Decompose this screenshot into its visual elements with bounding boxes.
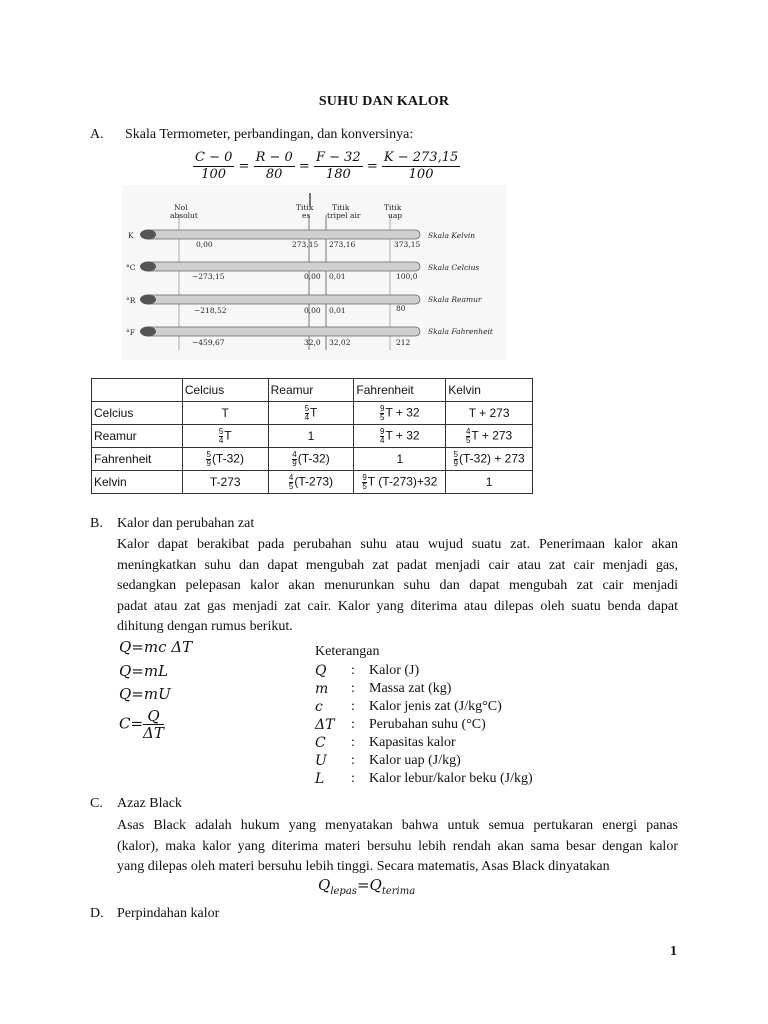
svg-text:32,0: 32,0 [304, 338, 321, 347]
thermometer-scales-figure [122, 185, 507, 360]
section-a-title: Skala Termometer, perbandingan, dan konversinya: [125, 127, 414, 142]
table-cell: T-273 [182, 471, 268, 494]
section-a-letter: A. [90, 127, 104, 142]
svg-text:273,16: 273,16 [329, 240, 356, 249]
svg-text:Skala Reamur: Skala Reamur [428, 295, 482, 304]
svg-text:°F: °F [126, 328, 135, 337]
svg-text:0,00: 0,00 [304, 272, 321, 281]
row-label: Kelvin [92, 471, 183, 494]
formula-q-mu: Q=mU [119, 685, 171, 703]
table-header-cell: Fahrenheit [354, 379, 446, 402]
svg-text:373,15: 373,15 [394, 240, 421, 249]
svg-text:0,00: 0,00 [304, 306, 321, 315]
table-cell: $\frac{5}{9}$ (T-32) + 273 [446, 448, 533, 471]
ratio-reamur: $\frac{R - 0}{80}$ [255, 150, 293, 182]
section-c-title: Azaz Black [117, 796, 182, 811]
section-b-title: Kalor dan perubahan zat [117, 516, 255, 531]
label-es: es [302, 211, 311, 220]
conversion-table [91, 378, 533, 494]
table-cell: $\frac{4}{5}$ T + 273 [446, 425, 533, 448]
svg-text:100,0: 100,0 [396, 272, 418, 281]
label-nol: Nol [174, 203, 188, 212]
label-titik-uap: Titik [384, 203, 402, 212]
scale-ratio-equation: $\frac{C - 0}{100}$ = $\frac{R - 0}{80}$ = $\frac{F - 32}{180}$ = $\frac{K - 273,15}{100}$ [195, 150, 459, 182]
svg-text:212: 212 [396, 338, 411, 347]
formula-q-ml: Q=mL [119, 662, 169, 680]
section-c-paragraph: Asas Black adalah hukum yang menyatakan bahwa untuk semua pertukaran energi panas (kalor), maka kalor yang diterima materi bersuhu lebih rendah akan sama besar dengan kalor yang dilepas oleh materi bersuhu lebih tinggi. Secara matematis, Asas Black dinyatakan [117, 818, 678, 874]
svg-text:Skala Kelvin: Skala Kelvin [428, 231, 476, 240]
row-label: Reamur [92, 425, 183, 448]
svg-text:273,15: 273,15 [292, 240, 319, 249]
keterangan-title: Keterangan [315, 644, 380, 659]
table-header-cell: Celcius [182, 379, 268, 402]
table-header-cell: Kelvin [446, 379, 533, 402]
table-row [92, 448, 533, 471]
table-cell: $\frac{9}{4}$ T + 32 [354, 425, 446, 448]
label-titik-tripel: Titik [332, 203, 350, 212]
table-row [92, 425, 533, 448]
table-cell: $\frac{9}{5}$ T (T-273)+32 [354, 471, 446, 494]
svg-text:−459,67: −459,67 [192, 338, 225, 347]
table-cell: $\frac{5}{4}$ T [182, 425, 268, 448]
label-absolut: absolut [170, 211, 198, 220]
table-cell: 1 [268, 425, 354, 448]
table-header-cell: Reamur [268, 379, 354, 402]
page-title: SUHU DAN KALOR [318, 94, 450, 109]
table-cell: 1 [446, 471, 533, 494]
table-cell: $\frac{5}{4}$ T [268, 402, 354, 425]
table-cell: $\frac{9}{5}$ T + 32 [354, 402, 446, 425]
svg-text:0,00: 0,00 [196, 240, 213, 249]
svg-text:°R: °R [126, 296, 136, 305]
section-d-title: Perpindahan kalor [117, 906, 220, 921]
ratio-kelvin: $\frac{K - 273,15}{100}$ [383, 150, 459, 182]
section-d-letter: D. [90, 906, 104, 921]
svg-text:80: 80 [396, 304, 406, 313]
svg-text:°C: °C [126, 263, 136, 272]
svg-text:32,02: 32,02 [329, 338, 351, 347]
svg-text:K: K [128, 231, 134, 240]
table-cell: 1 [354, 448, 446, 471]
ratio-celcius: $\frac{C - 0}{100}$ [195, 150, 233, 182]
svg-text:0,01: 0,01 [329, 272, 346, 281]
section-c-letter: C. [90, 796, 103, 811]
svg-text:Skala Fahrenheit: Skala Fahrenheit [428, 327, 493, 336]
formula-c-q-dt: C= $\frac{Q}{\Delta T}$ [119, 707, 164, 742]
table-row [92, 402, 533, 425]
label-tripel-air: tripel air [327, 211, 361, 220]
formula-q-mc-dt: Q=mc ΔT [119, 638, 193, 656]
table-cell: T + 273 [446, 402, 533, 425]
svg-text:−273,15: −273,15 [192, 272, 225, 281]
section-b-letter: B. [90, 516, 103, 531]
table-row [92, 471, 533, 494]
table-header-cell [92, 379, 183, 402]
label-titik-es: Titik [296, 203, 314, 212]
black-principle-equation: $Q_{lepas}=Q_{terima}$ [318, 876, 416, 897]
keterangan-list: Q : Kalor (J) m : Massa zat (kg) c : Kalor jenis zat (J/kg°C) ΔT : Perubahan suhu (°C) C : Kapasitas kalor U : Kalor uap (J/kg) L : Kalor lebur/kalor beku (J/kg) [315, 663, 533, 787]
svg-text:0,01: 0,01 [329, 306, 346, 315]
svg-text:−218,52: −218,52 [194, 306, 227, 315]
table-cell: $\frac{5}{9}$ (T-32) [182, 448, 268, 471]
table-cell: T [182, 402, 268, 425]
table-header-row [92, 379, 533, 402]
section-b-paragraph: Kalor dapat berakibat pada perubahan suhu atau wujud suatu zat. Penerimaan kalor akan meningkatkan suhu dan dapat mengubah zat padat menjadi cair atau zat cair menjadi gas, sedangkan pelepasan kalor akan menurunkan suhu dan dapat mengubah zat cair menjadi padat atau zat gas menjadi zat cair. Kalor yang diterima atau dilepas oleh suatu benda dapat dihitung dengan rumus berikut. [117, 537, 678, 634]
table-cell: $\frac{4}{5}$ (T-273) [268, 471, 354, 494]
table-cell: $\frac{4}{9}$ (T-32) [268, 448, 354, 471]
ratio-fahrenheit: $\frac{F - 32}{180}$ [315, 150, 361, 182]
svg-text:Skala Celcius: Skala Celcius [428, 263, 480, 272]
label-uap: uap [388, 211, 403, 220]
page-number: 1 [670, 944, 677, 959]
row-label: Celcius [92, 402, 183, 425]
row-label: Fahrenheit [92, 448, 183, 471]
